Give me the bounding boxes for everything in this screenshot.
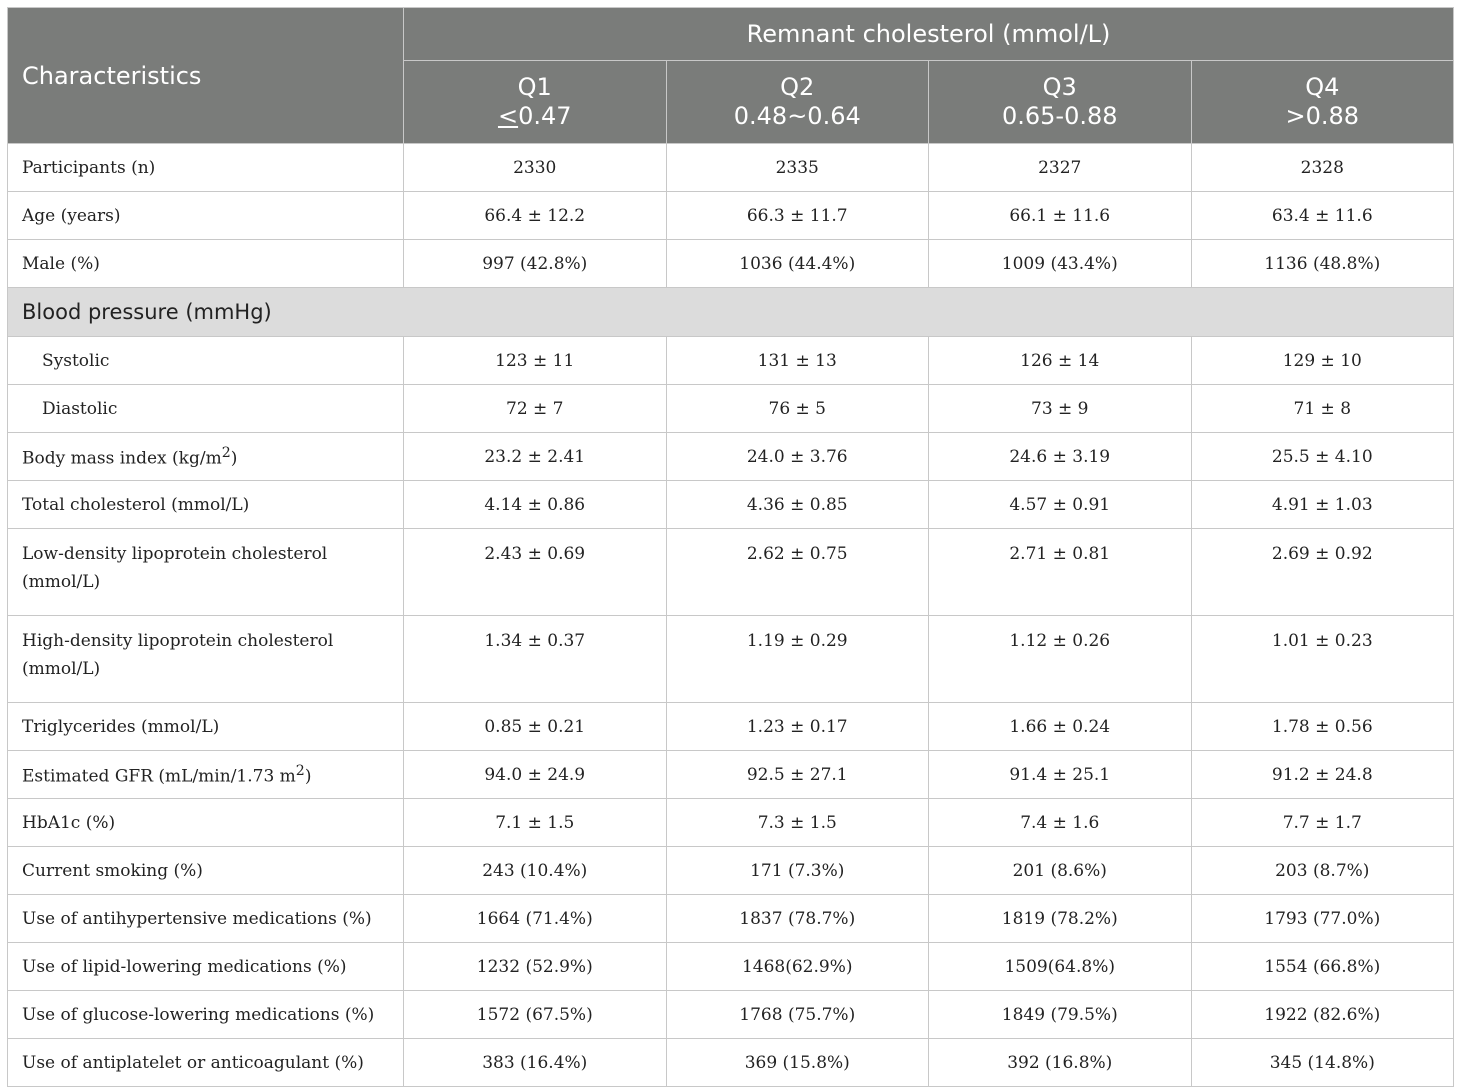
cell-value: 1.19 ± 0.29 — [666, 616, 929, 703]
cell-value: 72 ± 7 — [404, 385, 667, 433]
table-row — [8, 337, 1454, 385]
row-label: Body mass index $(kg/m^2)$ — [8, 433, 404, 481]
cell-value: 66.4 ± 12.2 — [404, 192, 667, 240]
row-label: High-density lipoprotein cholesterol (mmol/L) — [8, 616, 404, 703]
row-label: Participants (n) — [8, 144, 404, 192]
header-characteristics: Characteristics — [8, 8, 404, 144]
cell-value: 2335 — [666, 144, 929, 192]
cell-value: 1009 (43.4%) — [929, 240, 1192, 288]
row-label: Use of lipid-lowering medications (%) — [8, 943, 404, 991]
cell-value: 1036 (44.4%) — [666, 240, 929, 288]
cell-value: 94.0 ± 24.9 — [404, 751, 667, 799]
section-row-blood-pressure — [8, 288, 1454, 337]
header-q1: Q1 <0.47 — [404, 61, 667, 144]
cell-value: 73 ± 9 — [929, 385, 1192, 433]
cell-value: 4.36 ± 0.85 — [666, 481, 929, 529]
table-row — [8, 703, 1454, 751]
cell-value: 243 (10.4%) — [404, 847, 667, 895]
row-label: Triglycerides (mmol/L) — [8, 703, 404, 751]
table-row — [8, 1039, 1454, 1087]
row-label: HbA1c (%) — [8, 799, 404, 847]
cell-value: 1.78 ± 0.56 — [1191, 703, 1454, 751]
cell-value: 1232 (52.9%) — [404, 943, 667, 991]
cell-value: 201 (8.6%) — [929, 847, 1192, 895]
cell-value: 76 ± 5 — [666, 385, 929, 433]
cell-value: 25.5 ± 4.10 — [1191, 433, 1454, 481]
cell-value: 2.69 ± 0.92 — [1191, 529, 1454, 616]
cell-value: 2328 — [1191, 144, 1454, 192]
cell-value: 131 ± 13 — [666, 337, 929, 385]
cell-value: 171 (7.3%) — [666, 847, 929, 895]
table-row — [8, 751, 1454, 799]
cell-value: 392 (16.8%) — [929, 1039, 1192, 1087]
row-label: Low-density lipoprotein cholesterol (mmol/L) — [8, 529, 404, 616]
cell-value: 71 ± 8 — [1191, 385, 1454, 433]
table-row — [8, 616, 1454, 703]
cell-value: 1922 (82.6%) — [1191, 991, 1454, 1039]
table-row — [8, 144, 1454, 192]
row-label: Use of antiplatelet or anticoagulant (%) — [8, 1039, 404, 1087]
cell-value: 4.14 ± 0.86 — [404, 481, 667, 529]
header-q4: Q4 >0.88 — [1191, 61, 1454, 144]
row-label: Diastolic — [8, 385, 404, 433]
cell-value: 1.12 ± 0.26 — [929, 616, 1192, 703]
cell-value: 997 (42.8%) — [404, 240, 667, 288]
table-row — [8, 529, 1454, 616]
cell-value: 126 ± 14 — [929, 337, 1192, 385]
cell-value: 1837 (78.7%) — [666, 895, 929, 943]
cell-value: 2330 — [404, 144, 667, 192]
cell-value: 345 (14.8%) — [1191, 1039, 1454, 1087]
cell-value: 1468(62.9%) — [666, 943, 929, 991]
table-row — [8, 847, 1454, 895]
cell-value: 23.2 ± 2.41 — [404, 433, 667, 481]
cell-value: 92.5 ± 27.1 — [666, 751, 929, 799]
row-label: Estimated GFR (mL/min/1.73 $m^2$) — [8, 751, 404, 799]
cell-value: 1554 (66.8%) — [1191, 943, 1454, 991]
table-row — [8, 991, 1454, 1039]
cell-value: 1768 (75.7%) — [666, 991, 929, 1039]
cell-value: 1.34 ± 0.37 — [404, 616, 667, 703]
cell-value: 1.23 ± 0.17 — [666, 703, 929, 751]
cell-value: 0.85 ± 0.21 — [404, 703, 667, 751]
table-row — [8, 895, 1454, 943]
table-container — [7, 7, 1453, 1087]
cell-value: 66.1 ± 11.6 — [929, 192, 1192, 240]
cell-value: 4.91 ± 1.03 — [1191, 481, 1454, 529]
cell-value: 1509(64.8%) — [929, 943, 1192, 991]
row-label: Total cholesterol (mmol/L) — [8, 481, 404, 529]
cell-value: 4.57 ± 0.91 — [929, 481, 1192, 529]
table-row — [8, 385, 1454, 433]
cell-value: 1793 (77.0%) — [1191, 895, 1454, 943]
row-label: Use of antihypertensive medications (%) — [8, 895, 404, 943]
cell-value: 369 (15.8%) — [666, 1039, 929, 1087]
cell-value: 2327 — [929, 144, 1192, 192]
cell-value: 129 ± 10 — [1191, 337, 1454, 385]
cell-value: 2.71 ± 0.81 — [929, 529, 1192, 616]
cell-value: 24.0 ± 3.76 — [666, 433, 929, 481]
cell-value: 383 (16.4%) — [404, 1039, 667, 1087]
cell-value: 1664 (71.4%) — [404, 895, 667, 943]
section-label: Blood pressure (mmHg) — [8, 288, 1454, 337]
row-label: Systolic — [8, 337, 404, 385]
cell-value: 1849 (79.5%) — [929, 991, 1192, 1039]
baseline-characteristics-table — [7, 7, 1454, 1087]
cell-value: 1.01 ± 0.23 — [1191, 616, 1454, 703]
cell-value: 66.3 ± 11.7 — [666, 192, 929, 240]
row-label: Use of glucose-lowering medications (%) — [8, 991, 404, 1039]
cell-value: 7.4 ± 1.6 — [929, 799, 1192, 847]
cell-value: 24.6 ± 3.19 — [929, 433, 1192, 481]
header-q2: Q2 0.48~0.64 — [666, 61, 929, 144]
table-row — [8, 799, 1454, 847]
row-label: Age (years) — [8, 192, 404, 240]
row-label: Current smoking (%) — [8, 847, 404, 895]
cell-value: 7.7 ± 1.7 — [1191, 799, 1454, 847]
cell-value: 1.66 ± 0.24 — [929, 703, 1192, 751]
cell-value: 91.4 ± 25.1 — [929, 751, 1192, 799]
cell-value: 1819 (78.2%) — [929, 895, 1192, 943]
cell-value: 2.62 ± 0.75 — [666, 529, 929, 616]
table-row — [8, 433, 1454, 481]
cell-value: 123 ± 11 — [404, 337, 667, 385]
cell-value: 1136 (48.8%) — [1191, 240, 1454, 288]
table-row — [8, 240, 1454, 288]
table-row — [8, 943, 1454, 991]
row-label: Male (%) — [8, 240, 404, 288]
cell-value: 91.2 ± 24.8 — [1191, 751, 1454, 799]
header-remnant-cholesterol: Remnant cholesterol (mmol/L) — [404, 8, 1454, 61]
cell-value: 203 (8.7%) — [1191, 847, 1454, 895]
cell-value: 63.4 ± 11.6 — [1191, 192, 1454, 240]
header-q3: Q3 0.65-0.88 — [929, 61, 1192, 144]
table-row — [8, 192, 1454, 240]
cell-value: 7.1 ± 1.5 — [404, 799, 667, 847]
cell-value: 1572 (67.5%) — [404, 991, 667, 1039]
cell-value: 2.43 ± 0.69 — [404, 529, 667, 616]
cell-value: 7.3 ± 1.5 — [666, 799, 929, 847]
table-row — [8, 481, 1454, 529]
